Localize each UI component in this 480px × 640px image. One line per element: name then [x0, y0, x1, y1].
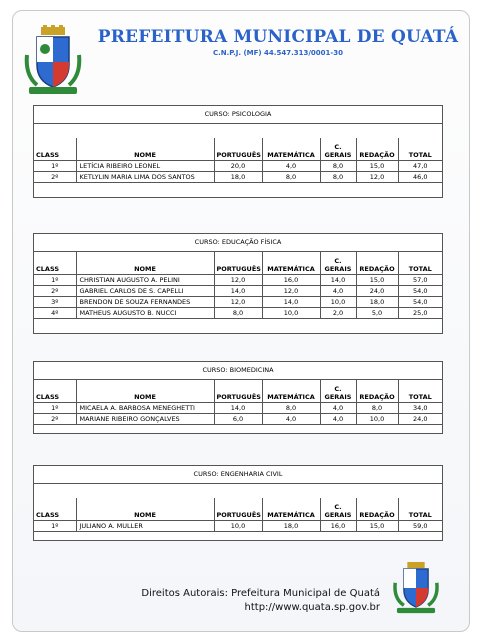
col-gerais: C. GERAIS [320, 498, 356, 521]
col-class: CLASS [36, 265, 60, 273]
cell-redacao: 15,0 [356, 521, 398, 532]
cell-gerais: 14,0 [320, 275, 356, 286]
course-title: CURSO: ENGENHARIA CIVIL [34, 466, 442, 484]
cell-portugues: 12,0 [214, 297, 262, 308]
table-row [34, 286, 442, 297]
col-name: NOME [76, 252, 214, 275]
cnpj-number: C.N.P.J. (MF) 44.547.313/0001-30 [212, 49, 344, 57]
col-name: NOME [76, 138, 214, 161]
cell-gerais: 4,0 [320, 403, 356, 414]
cell-total: 24,0 [398, 414, 442, 425]
table-row [34, 297, 442, 308]
col-class: CLASS [36, 151, 60, 159]
cell-matematica: 18,0 [262, 521, 320, 532]
cell-redacao: 15,0 [356, 161, 398, 172]
cell-redacao: 18,0 [356, 297, 398, 308]
table-row [34, 414, 442, 425]
cell-name: LETÍCIA RIBEIRO LEONEL [76, 161, 214, 172]
col-redacao: REDAÇÃO [356, 380, 398, 403]
results-table [34, 252, 442, 333]
col-gerais: C. GERAIS [320, 380, 356, 403]
cell-total: 54,0 [398, 286, 442, 297]
cell-portugues: 6,0 [214, 414, 262, 425]
cell-redacao: 8,0 [356, 403, 398, 414]
cell-portugues: 10,0 [214, 521, 262, 532]
col-portugues: PORTUGUÊS [214, 252, 262, 275]
col-redacao: REDAÇÃO [356, 138, 398, 161]
cell-class: 3º [34, 297, 76, 308]
results-table [34, 138, 442, 197]
cell-total: 57,0 [398, 275, 442, 286]
cell-class: 1º [34, 521, 76, 532]
cell-name: MARIANE RIBEIRO GONÇALVES [76, 414, 214, 425]
website-link[interactable]: http://www.quata.sp.gov.br [244, 602, 380, 613]
cell-class: 2º [34, 172, 76, 183]
col-matematica: MATEMÁTICA [262, 380, 320, 403]
cell-redacao: 15,0 [356, 275, 398, 286]
cell-matematica: 12,0 [262, 286, 320, 297]
cell-total: 34,0 [398, 403, 442, 414]
col-total: TOTAL [398, 380, 442, 403]
course-title: CURSO: BIOMEDICINA [34, 362, 442, 380]
cell-redacao: 5,0 [356, 308, 398, 319]
cell-class: 4º [34, 308, 76, 319]
cell-total: 54,0 [398, 297, 442, 308]
col-portugues: PORTUGUÊS [214, 498, 262, 521]
table-row [34, 403, 442, 414]
cell-name: KETLYLIN MARIA LIMA DOS SANTOS [76, 172, 214, 183]
col-matematica: MATEMÁTICA [262, 498, 320, 521]
cell-gerais: 16,0 [320, 521, 356, 532]
cell-name: JULIANO A. MULLER [76, 521, 214, 532]
col-redacao: REDAÇÃO [356, 498, 398, 521]
cell-total: 47,0 [398, 161, 442, 172]
col-redacao: REDAÇÃO [356, 252, 398, 275]
coat-of-arms-icon [390, 560, 442, 616]
cell-total: 59,0 [398, 521, 442, 532]
copyright-text: Direitos Autorais: Prefeitura Municipal de Quatá [141, 588, 380, 599]
cell-gerais: 4,0 [320, 286, 356, 297]
cell-portugues: 8,0 [214, 308, 262, 319]
cell-gerais: 10,0 [320, 297, 356, 308]
cell-matematica: 8,0 [262, 172, 320, 183]
col-class: CLASS [36, 393, 60, 401]
cell-gerais: 2,0 [320, 308, 356, 319]
cell-portugues: 12,0 [214, 275, 262, 286]
document-page [12, 10, 470, 632]
cell-class: 2º [34, 414, 76, 425]
course-title: CURSO: PSICOLOGIA [34, 106, 442, 124]
col-portugues: PORTUGUÊS [214, 380, 262, 403]
cell-matematica: 10,0 [262, 308, 320, 319]
course-title: CURSO: EDUCAÇÃO FÍSICA [34, 234, 442, 252]
col-total: TOTAL [398, 498, 442, 521]
cell-matematica: 14,0 [262, 297, 320, 308]
cell-matematica: 4,0 [262, 414, 320, 425]
col-name: NOME [76, 498, 214, 521]
cell-portugues: 14,0 [214, 403, 262, 414]
course-block-educacao-fisica [33, 233, 443, 334]
col-matematica: MATEMÁTICA [262, 252, 320, 275]
cell-gerais: 8,0 [320, 161, 356, 172]
results-table [34, 380, 442, 433]
col-name: NOME [76, 380, 214, 403]
results-table [34, 498, 442, 540]
cell-gerais: 4,0 [320, 414, 356, 425]
cell-class: 1º [34, 403, 76, 414]
cell-name: GABRIEL CARLOS DE S. CAPELLI [76, 286, 214, 297]
col-total: TOTAL [398, 138, 442, 161]
course-block-biomedicina [33, 361, 443, 434]
cell-name: BRENDON DE SOUZA FERNANDES [76, 297, 214, 308]
cell-portugues: 14,0 [214, 286, 262, 297]
cell-matematica: 8,0 [262, 403, 320, 414]
copyright-footer [12, 587, 380, 615]
page-title: PREFEITURA MUNICIPAL DE QUATÁ [97, 27, 459, 47]
table-row [34, 308, 442, 319]
cell-redacao: 24,0 [356, 286, 398, 297]
cell-matematica: 16,0 [262, 275, 320, 286]
cell-class: 1º [34, 275, 76, 286]
col-portugues: PORTUGUÊS [214, 138, 262, 161]
col-total: TOTAL [398, 252, 442, 275]
cell-portugues: 18,0 [214, 172, 262, 183]
cell-name: CHRISTIAN AUGUSTO A. PELINI [76, 275, 214, 286]
course-block-psicologia [33, 105, 443, 198]
col-class: CLASS [36, 511, 60, 519]
cell-matematica: 4,0 [262, 161, 320, 172]
coat-of-arms-icon [23, 25, 83, 97]
cell-name: MATHEUS AUGUSTO B. NUCCI [76, 308, 214, 319]
cell-total: 46,0 [398, 172, 442, 183]
table-row [34, 172, 442, 183]
cell-class: 1º [34, 161, 76, 172]
cell-portugues: 20,0 [214, 161, 262, 172]
cell-class: 2º [34, 286, 76, 297]
table-row [34, 275, 442, 286]
cell-name: MICAELA A. BARBOSA MENEGHETTI [76, 403, 214, 414]
col-gerais: C. GERAIS [320, 138, 356, 161]
table-row [34, 521, 442, 532]
course-block-engenharia-civil [33, 465, 443, 541]
cell-gerais: 8,0 [320, 172, 356, 183]
table-row [34, 161, 442, 172]
col-matematica: MATEMÁTICA [262, 138, 320, 161]
cell-redacao: 12,0 [356, 172, 398, 183]
col-gerais: C. GERAIS [320, 252, 356, 275]
cell-redacao: 10,0 [356, 414, 398, 425]
cell-total: 25,0 [398, 308, 442, 319]
